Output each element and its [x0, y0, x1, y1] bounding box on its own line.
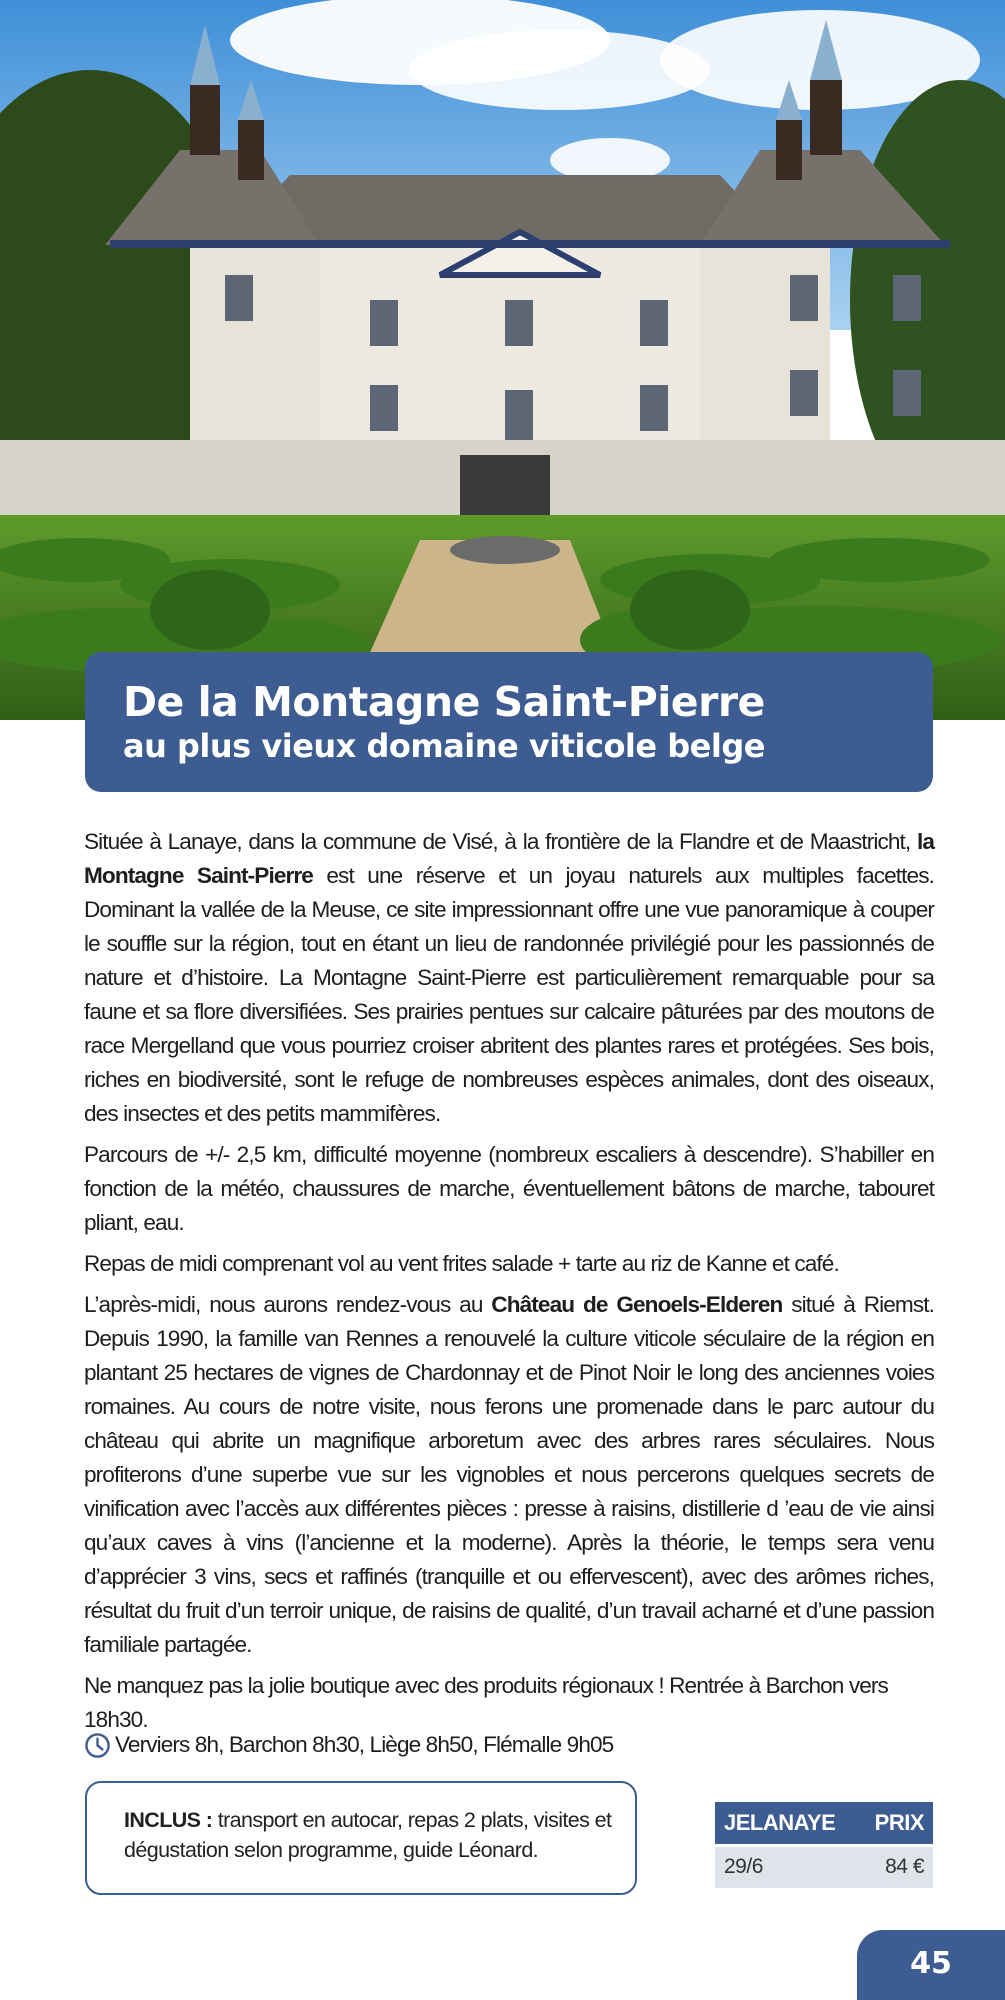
- departure-schedule: [84, 1727, 613, 1763]
- price-table-header: [715, 1802, 933, 1845]
- title-line-2: au plus vieux domaine viticole belge: [123, 727, 765, 765]
- trip-date: 29/6: [715, 1845, 858, 1888]
- schedule-text: Verviers 8h, Barchon 8h30, Liège 8h50, Flémalle 9h05: [115, 1732, 614, 1757]
- article-body: [84, 825, 934, 1744]
- chateau-illustration: [0, 0, 1005, 720]
- included-box: [85, 1781, 637, 1895]
- title-line-1: De la Montagne Saint-Pierre: [123, 678, 765, 726]
- column-destination: JELANAYE: [715, 1802, 858, 1845]
- page-number: 45: [857, 1930, 1005, 2000]
- price-table: [715, 1802, 933, 1888]
- paragraph-route: Parcours de +/- 2,5 km, difficulté moyenne (nombreux escaliers à descendre). S’habiller en fonction de la météo, chaussures de marche, éventuellement bâtons de marche, tabouret pliant, eau.: [84, 1142, 934, 1235]
- title-banner: [85, 652, 933, 792]
- paragraph-intro: Située à Lanaye, dans la commune de Visé, à la frontière de la Flandre et de Maastricht, la Montagne Saint-Pierre est une réserve et un joyau naturels aux multiples facettes. Dominant la vallée de la Meuse, ce site impressionnant offre une vue panoramique à couper le souffle sur la région, tout en étant un lieu de randonnée privilégié pour les passionnés de nature et d’histoire. La Montagne Saint-Pierre est particulièrement remarquable pour sa faune et sa flore diversifiées. Ses prairies pentues sur calcaire pâturées par des moutons de race Mergelland que vous pourriez croiser abritent des plantes rares et protégées. Ses bois, riches en biodiversité, sont le refuge de nombreuses espèces animales, dont des oiseaux, des insectes et des petits mammifères.: [84, 829, 934, 1126]
- included-label: INCLUS :: [124, 1808, 213, 1832]
- table-row: [715, 1845, 933, 1888]
- paragraph-afternoon: L’après-midi, nous aurons rendez-vous au Château de Genoels-Elderen situé à Riemst. Depuis 1990, la famille van Rennes a renouvelé la culture viticole séculaire de la région en plantant 25 hectares de vignes de Chardonnay et de Pinot Noir le long des anciennes voies romaines. Au cours de notre visite, nous ferons une promenade dans le parc autour du château qui abrite un magnifique arboretum avec des arbres rares séculaires. Nous profiterons d’une superbe vue sur les vignobles et nous percerons quelques secrets de vinification avec l’accès aux différentes pièces : presse à raisins, distillerie d ’eau de vie ainsi qu’aux caves à vins (l’ancienne et la moderne). Après la théorie, le temps sera venu d’apprécier 3 vins, secs et raffinés (tranquille et ou effervescent), avec des arômes riches, résultat du fruit d’un terroir unique, de raisins de qualité, d’un travail acharné et d’une passion familiale partagée.: [84, 1292, 934, 1657]
- paragraph-return: Ne manquez pas la jolie boutique avec des produits régionaux ! Rentrée à Barchon vers 18h30.: [84, 1673, 888, 1732]
- clock-icon: [84, 1732, 111, 1759]
- trip-price: 84 €: [858, 1845, 933, 1888]
- column-price: PRIX: [858, 1802, 933, 1845]
- included-text: transport en autocar, repas 2 plats, visites et dégustation selon programme, guide Léonard.: [124, 1808, 612, 1862]
- hero-photo: [0, 0, 1005, 720]
- paragraph-lunch: Repas de midi comprenant vol au vent frites salade + tarte au riz de Kanne et café.: [84, 1251, 839, 1276]
